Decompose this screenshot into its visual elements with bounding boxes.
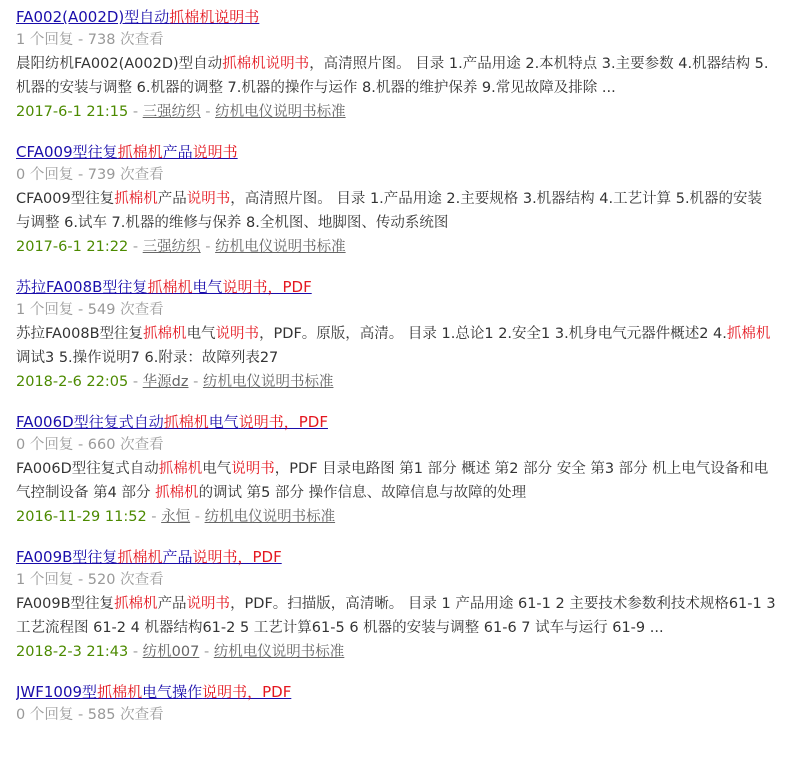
- result-stats: 0 个回复 - 739 次查看: [16, 167, 164, 183]
- meta-separator: -: [128, 644, 143, 660]
- title-text: 电气操作: [142, 683, 203, 701]
- result-title-link[interactable]: [16, 546, 776, 568]
- title-highlight-keyword: 抓棉机: [97, 683, 143, 701]
- search-result-item: [16, 546, 776, 664]
- result-title-link[interactable]: [16, 276, 776, 298]
- category-link[interactable]: 纺机电仪说明书标准: [213, 644, 345, 660]
- result-snippet: [16, 52, 776, 100]
- search-result-item: [16, 276, 776, 394]
- snippet-text: FA009B型往复: [16, 596, 115, 612]
- post-date: 2018-2-3 21:43: [16, 644, 129, 660]
- category-link[interactable]: 纺机电仪说明书标准: [215, 104, 346, 120]
- result-stats: 1 个回复 - 738 次查看: [16, 32, 164, 48]
- result-snippet: [16, 457, 776, 505]
- snippet-highlight-keyword: 说明书: [186, 596, 231, 612]
- snippet-text: ，PDF。原版，高清。 目录 1.总论1 2.安全1 3.机身电气元器件概述2 4.: [259, 326, 727, 342]
- snippet-text: ，PDF。扫描版，高清晰。 目录 1 产品用途 61-1 2 主要技术参数利技术规格61-1 3 工艺流程图 61-2 4 机器结构61-2 5 工艺计算61-5 6 机器的安装与调整 61-6 7 试车与运行 61-9 ...: [16, 596, 776, 636]
- title-highlight-keyword: 抓棉机说明书: [169, 8, 260, 26]
- title-highlight-keyword: 抓棉机: [147, 278, 193, 296]
- title-text: 产品: [162, 548, 193, 566]
- result-meta: [16, 370, 776, 394]
- category-link[interactable]: 纺机电仪说明书标准: [202, 374, 334, 390]
- snippet-text: ，PDF 目录电路图 第1 部分 概述 第2 部分 安全 第3 部分 机上电气设备和电气控制设备 第4 部分: [16, 461, 769, 501]
- title-text: 苏拉FA008B型往复: [16, 278, 148, 296]
- post-date: 2017-6-1 21:22: [16, 239, 129, 255]
- snippet-highlight-keyword: 抓棉机: [726, 326, 771, 342]
- search-result-item: [16, 681, 776, 727]
- title-highlight-keyword: 抓棉机: [117, 548, 163, 566]
- title-text: FA002(A002D)型自动: [16, 8, 170, 26]
- snippet-text: CFA009型往复: [16, 191, 115, 207]
- author-link[interactable]: 三强纺织: [142, 104, 201, 120]
- meta-separator: -: [199, 644, 214, 660]
- snippet-text: 调试3 5.操作说明7 6.附录：故障列表27: [16, 350, 279, 366]
- meta-separator: -: [188, 374, 203, 390]
- snippet-highlight-keyword: 抓棉机说明书: [222, 56, 310, 72]
- search-result-item: [16, 6, 776, 124]
- snippet-highlight-keyword: 抓棉机: [143, 326, 187, 342]
- title-highlight-keyword: 说明书，PDF: [222, 278, 312, 296]
- result-meta: [16, 640, 776, 664]
- title-text: 产品: [162, 143, 193, 161]
- snippet-text: ，高清照片图。 目录 1.产品用途 2.主要规格 3.机器结构 4.工艺计算 5.机器的安装与调整 6.试车 7.机器的维修与保养 8.全机图、地脚图、传动系统图: [16, 191, 763, 231]
- result-snippet: [16, 322, 776, 370]
- author-link[interactable]: 纺机007: [142, 644, 200, 660]
- title-text: CFA009型往复: [16, 143, 118, 161]
- title-highlight-keyword: 说明书: [192, 143, 238, 161]
- meta-separator: -: [128, 239, 143, 255]
- result-stats: 1 个回复 - 549 次查看: [16, 302, 164, 318]
- snippet-text: 产品: [157, 191, 187, 207]
- category-link[interactable]: 纺机电仪说明书标准: [215, 239, 346, 255]
- title-text: 电气: [192, 278, 223, 296]
- title-text: FA006D型往复式自动: [16, 413, 164, 431]
- post-date: 2018-2-6 22:05: [16, 374, 129, 390]
- title-highlight-keyword: 抓棉机: [117, 143, 163, 161]
- snippet-text: 电气: [202, 461, 232, 477]
- snippet-text: 的调试 第5 部分 操作信息、故障信息与故障的处理: [198, 485, 527, 501]
- result-title-link[interactable]: [16, 411, 776, 433]
- author-link[interactable]: 永恒: [161, 509, 191, 525]
- title-highlight-keyword: 说明书，PDF: [192, 548, 282, 566]
- meta-separator: -: [128, 374, 143, 390]
- snippet-text: 苏拉FA008B型往复: [16, 326, 144, 342]
- result-meta: [16, 235, 776, 259]
- category-link[interactable]: 纺机电仪说明书标准: [204, 509, 336, 525]
- title-highlight-keyword: 说明书，PDF: [238, 413, 328, 431]
- result-title-link[interactable]: [16, 141, 776, 163]
- title-highlight-keyword: 说明书，PDF: [202, 683, 292, 701]
- snippet-text: ，高清照片图。 目录 1.产品用途 2.本机特点 3.主要参数 4.机器结构 5.机器的安装与调整 6.机器的调整 7.机器的操作与运作 8.机器的维护保养 9.常见故障及排除 ...: [16, 56, 769, 96]
- result-stats: 1 个回复 - 520 次查看: [16, 572, 164, 588]
- snippet-text: 产品: [157, 596, 187, 612]
- title-text: 电气: [208, 413, 239, 431]
- result-stats: 0 个回复 - 660 次查看: [16, 437, 164, 453]
- snippet-highlight-keyword: 抓棉机: [114, 596, 158, 612]
- snippet-text: 晨阳纺机FA002(A002D)型自动: [16, 56, 223, 72]
- result-title-link[interactable]: [16, 681, 776, 703]
- meta-separator: -: [146, 509, 162, 525]
- title-text: JWF1009型: [16, 683, 98, 701]
- result-meta: [16, 505, 776, 529]
- search-result-item: [16, 141, 776, 259]
- snippet-text: 电气: [186, 326, 216, 342]
- result-snippet: [16, 187, 776, 235]
- meta-separator: -: [200, 104, 216, 120]
- result-title-link[interactable]: [16, 6, 776, 28]
- author-link[interactable]: 华源dz: [142, 374, 189, 390]
- meta-separator: -: [190, 509, 205, 525]
- snippet-highlight-keyword: 抓棉机: [158, 461, 203, 477]
- snippet-text: FA006D型往复式自动: [16, 461, 159, 477]
- snippet-highlight-keyword: 说明书: [231, 461, 275, 477]
- snippet-highlight-keyword: 抓棉机: [114, 191, 158, 207]
- search-result-item: [16, 411, 776, 529]
- result-meta: [16, 100, 776, 124]
- snippet-highlight-keyword: 说明书: [215, 326, 260, 342]
- post-date: 2016-11-29 11:52: [16, 509, 147, 525]
- meta-separator: -: [200, 239, 216, 255]
- title-text: FA009B型往复: [16, 548, 118, 566]
- snippet-highlight-keyword: 说明书: [186, 191, 231, 207]
- author-link[interactable]: 三强纺织: [142, 239, 201, 255]
- snippet-highlight-keyword: 抓棉机: [155, 485, 199, 501]
- meta-separator: -: [128, 104, 143, 120]
- result-snippet: [16, 592, 776, 640]
- post-date: 2017-6-1 21:15: [16, 104, 129, 120]
- result-stats: 0 个回复 - 585 次查看: [16, 707, 164, 723]
- title-highlight-keyword: 抓棉机: [163, 413, 209, 431]
